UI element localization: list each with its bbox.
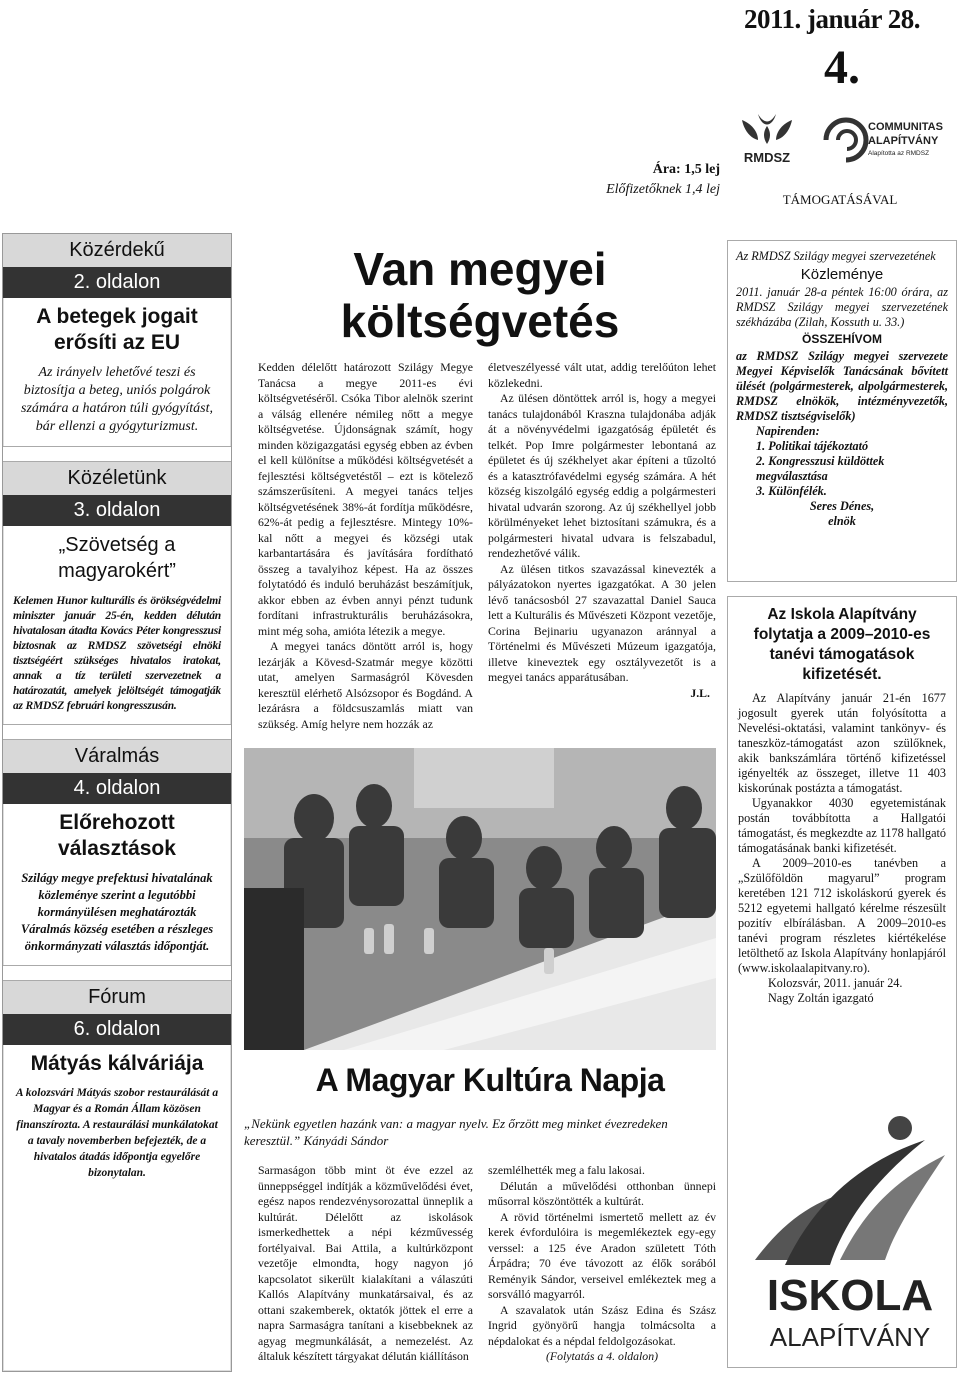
section-label: Közéletünk: [3, 462, 231, 495]
article-column-2: [488, 360, 716, 701]
announcement-signature-title: elnök: [828, 514, 856, 528]
article-paragraph: Az ülésen döntöttek arról is, hogy a megyei tanács tulajdonából Kraszna tulajdonába adják át a növényvédelmi igazgatóság épületét és telkét. Pop Imre polgármester lebontaná az épületet és új székhelyet akar építeni a tűzoltó és a katasztrófavédelmi egység számára. A hét község kiszolgáló egység eddig a polgármesteri hivatal udvarán szorong. Az új székhellyel jobb körülményeket lehet biztosítani számukra, és a polgármesteri hivatal udvara is felszabadul, rendezhetővé válik.: [488, 391, 716, 560]
section-label: Fórum: [3, 981, 231, 1014]
teaser-kozeletunk[interactable]: [3, 462, 231, 724]
teaser-body: Az irányelv lehetővé teszi és biztosítja a beteg, uniós polgárok számára a határon túli gyógyítást, bár ellenzi a gyógyturizmust.: [21, 365, 213, 434]
council-meeting-photo: [244, 748, 716, 1050]
foundation-paragraph: A 2009–2010-es tanévben a „Szülőföldön magyarul” program keretében 121 712 iskoláskorú gyerek és 5212 egyetemi hallgató kérelme részesült pozitív elbírálásban. A 2009–2010-es tanévi program részletes kiértékelése letölthető az Iskola Alapítvány honlapjáról (www.iskolaalapitvany.ro).: [738, 856, 946, 975]
divider: [3, 724, 231, 740]
section-label: Közérdekű: [3, 234, 231, 267]
foundation-paragraph: Ugyanakkor 4030 egyetemistának postán továbbította a Hallgatói támogatást, és megkezdte az 1178 hallgató támogatásának banki kifizetését.: [738, 796, 947, 855]
main-headline-line-2: költségvetés: [340, 295, 620, 347]
article-paragraph: életveszélyessé vált utat, addig terelőúton lehet közlekedni.: [488, 360, 716, 390]
foundation-paragraph: Az Alapítvány január 21-én 1677 jogosult gyerek után folyósította a Nevelési-oktatási, valamint tankönyv- és taneszköz-támogatást azon szülőknek, akik bankszámlára történő kifizetéssel igényelték az összeget, illetve 11 403 kiskorúnak postázta a támogatást.: [738, 691, 946, 795]
section-page-ref: 3. oldalon: [3, 495, 231, 526]
iskola-logo-text-2: ALAPÍTVÁNY: [769, 1322, 931, 1352]
price-line: Ára: 1,5 lej: [652, 162, 720, 177]
teaser-headline: „Szövetség a magyarokért”: [58, 534, 176, 582]
main-headline-line-1: Van megyei: [353, 243, 607, 295]
agenda-title: Napirenden:: [756, 424, 820, 438]
left-teaser-column: [2, 233, 232, 1372]
culture-quote: „Nekünk egyetlen hazánk van: a magyar nyelv. Ez őrzött meg minket évezredeken keresztül.” Kányádi Sándor: [244, 1116, 668, 1148]
iskola-logo-icon: [745, 1110, 955, 1360]
section-page-ref: 6. oldalon: [3, 1014, 231, 1045]
sponsor-logos: [736, 110, 956, 170]
announcement-signature-name: Seres Dénes,: [809, 499, 875, 513]
issue-number: 4.: [824, 41, 860, 94]
teaser-headline: Mátyás kálváriája: [30, 1052, 204, 1075]
article-paragraph: Sarmaságon több mint öt éve ezzel az ünneppséggel indítják a közművelődési évet, egész napos rendezvénysorozattal ünneplik a kultúrát. Délelőtt az iskolások ismerkedhettek a népi kézművesség fortélyaival. Bai Attila, a kultúrközpont vezetője elmondta, hogy nagyon jó kapcsolatot sikerült kialakítani a válaszúti Kallós Alapítvány munkatársaival, és az ottani szakemberek, oktatók jöttek el erre a napra Sarmaságra tanítani a kisebbeknek az agyag megmunkálását, a nemezelést. Az általuk készített tárgyakat délután kiállításon: [258, 1163, 473, 1363]
issue-date: 2011. január 28.: [743, 4, 920, 34]
rmdsz-announcement-box: [727, 240, 957, 582]
article-paragraph: Az ülésen titkos szavazással kinevezték a pályázatokon nyertes igazgatókat. A 30 jelen lévő tanácsosból 27 szavazattal Daniel Sauca lett a Kulturális és Művészeti Központ vezetője, Corina Bejinariu ugyanazon aránnyal a Történelmi és Művészeti Múzeum igazgatója, illetve kineveztek egy osztályvezetőt is a megyei tanács apparátusában.: [488, 561, 716, 684]
teaser-body: A kolozsvári Mátyás szobor restaurálását a Magyar és a Román Állam közösen finanszírozta. A restaurálási munkálatokat a tavaly novemberben befejezték, de a hivatalos átadás időpontja egyelőre bizonytalan.: [15, 1087, 219, 1179]
announcement-intro: Az RMDSZ Szilágy megyei szervezetének: [736, 249, 936, 263]
foundation-title: Az Iskola Alapítvány folytatja a 2009–2010-es tanévi támogatások kifizetését.: [753, 606, 931, 683]
agenda-item-2: 2. Kongresszusi küldöttek megválasztása: [756, 454, 885, 483]
teaser-kozerdeku[interactable]: [3, 234, 231, 446]
section-page-ref: 4. oldalon: [3, 773, 231, 804]
article-paragraph: A rövid történelmi ismertető mellett az év kerek évfordulóira is megemlékeztek egy-egy verssel: a 125 éve Aradon született Tóth Árpádra; 70 éve távozott az élők sorából Reményik Sándor, verseivel emlékeztek meg a sorsválló magyarról.: [488, 1209, 716, 1301]
teaser-forum[interactable]: [3, 981, 231, 1191]
communitas-logo-text-2: ALAPÍTVÁNY: [868, 135, 939, 147]
divider: [3, 965, 231, 981]
teaser-body: Szilágy megye prefektusi hivatalának közleménye szerint a legutóbbi kormányülésen meghatározták Váralmás község esetében a részleges önkormányzati választás időpontját.: [20, 871, 214, 953]
announcement-title: Közleménye: [800, 266, 884, 283]
article-paragraph: Délután a művelődési otthonban ünnepi műsorral köszöntötték a kultúrát.: [488, 1178, 716, 1208]
section-label: Váralmás: [3, 740, 231, 773]
support-label: TÁMOGATÁSÁVAL: [782, 192, 898, 207]
announcement-paragraph: 2011. január 28-a péntek 16:00 órára, az RMDSZ Szilágy megyei szervezetének székházába (Zilah, Kossuth u. 33.): [736, 285, 948, 329]
teaser-headline: A betegek jogait erősíti az EU: [36, 305, 198, 354]
teaser-headline: Előrehozott választások: [58, 811, 176, 860]
foundation-place-date: Kolozsvár, 2011. január 24.: [768, 976, 903, 990]
culture-article-column-1: [258, 1163, 473, 1365]
culture-day-headline: A Magyar Kultúra Napja: [315, 1062, 665, 1098]
teaser-varalmas[interactable]: [3, 740, 231, 965]
article-paragraph: A szavalatok után Szász Edina és Szász Ingrid gyönyörű hangja tolmácsolta a népdalokat és a népdal feldolgozásokat.: [488, 1302, 716, 1348]
teaser-body: Kelemen Hunor kulturális és örökségvédelmi miniszter január 25-én, kedden délután hivatalosan átadta Kovács Péter kongresszusi biztosnak az RMDSZ szövetségi elnöki tisztségéért szükséges hivatalos iratokat, annak a tíz területi szervezetnek a határozatát, amelyek jelöltségét támogatják az RMDSZ februári kongresszusán.: [13, 595, 221, 712]
article-column-1: [258, 360, 473, 732]
subscriber-price-line: Előfizetőknek 1,4 lej: [606, 182, 720, 197]
article-paragraph: szemlélhették meg a falu lakosai.: [488, 1163, 645, 1177]
photo-placeholder-icon: [244, 748, 716, 1050]
article-paragraph: Kedden délelőtt határozott Szilágy Megye Tanácsa a megye 2011-es évi költségvetéséről. Csóka Tibor alelnök szerint a válság ellenére némileg nőtt a megye költségvetése. Újdonságnak számít, hogy minden közigazgatási egység ebben az évben el kell különítse a működési költségvetését a fejlesztési költségvetéstől – ezt is kötelező számszerűsíteni. A megyei tanács teljes költségvetésének 38%-át fordítja működésre, 62%-át pedig a fejlesztésre. Mintegy 10%-kal nőtt a megyei és községi utak karbantartására és javítására fordítható összeg a tavalyihoz képest. Ha az összes folytatódó és induló beruházást beszámítjuk, akkor ebben az évben annyi pénzt tudunk fordítani infrastrukturális beruházásokra, mint még soha, amióta létezik a megye.: [258, 360, 473, 638]
divider: [3, 446, 231, 462]
rmdsz-logo-text: RMDSZ: [743, 150, 791, 165]
main-headline: [240, 243, 720, 347]
culture-article-column-2: [488, 1163, 716, 1365]
communitas-logo-text-1: COMMUNITAS: [868, 121, 943, 133]
section-page-ref: 2. oldalon: [3, 267, 231, 298]
iskola-alapitvany-logo: [745, 1110, 955, 1360]
article-signature: J.L.: [690, 685, 710, 700]
communitas-logo-icon: [826, 120, 866, 160]
rmdsz-logo-icon: [736, 110, 956, 170]
agenda-item-1: 1. Politikai tájékoztató: [756, 439, 869, 453]
communitas-logo-text-3: Alapította az RMDSZ: [868, 150, 930, 157]
agenda-item-3: 3. Különfélék.: [756, 484, 827, 498]
iskola-logo-text-1: ISKOLA: [766, 1271, 934, 1320]
article-paragraph: A megyei tanács döntött arról is, hogy lezárják a Kövesd-Szatmár megye közötti utat, amelyen Sarmaságról Kövesden keresztül elérhető Alsózsopor és Bogdánd. A lezárásra a földcsuszamlás miatt van szükség. Amíg helyre nem hozzák az: [258, 639, 473, 731]
announcement-heading: ÖSSZEHÍVOM: [801, 332, 882, 346]
foundation-signer: Nagy Zoltán igazgató: [768, 991, 874, 1005]
price-box: [520, 160, 720, 200]
continued-link[interactable]: (Folytatás a 4. oldalon): [545, 1349, 659, 1363]
announcement-paragraph: az RMDSZ Szilágy megyei szervezete Megyei Képviselők Tanácsának bővített ülését (polgármesterek, alpolgármesterek, RMDSZ elnökök, intézményvezetők, RMDSZ tisztségviselők): [736, 349, 948, 423]
